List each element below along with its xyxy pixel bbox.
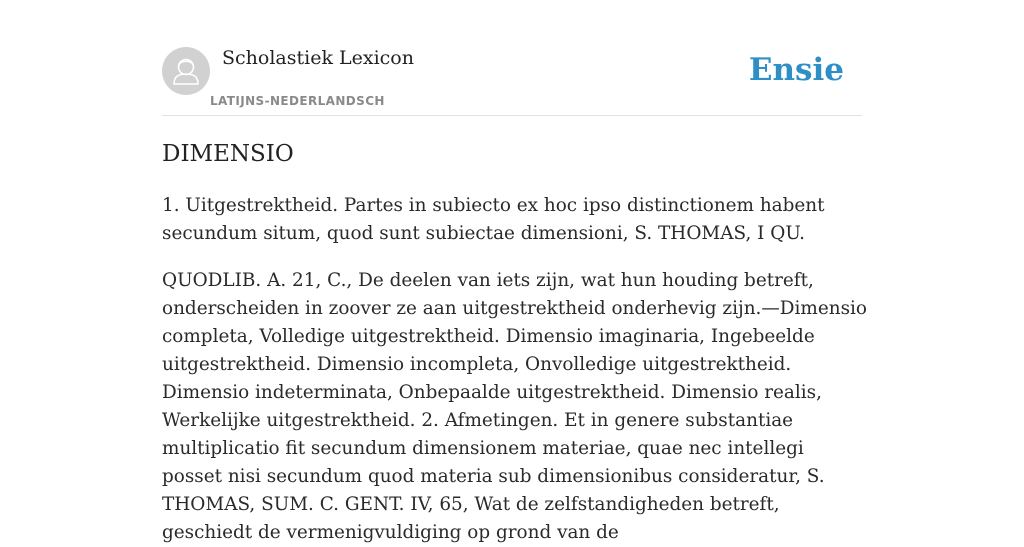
entry-title: DIMENSIO	[162, 141, 294, 167]
entry-paragraph: QUODLIB. A. 21, C., De deelen van iets zijn, wat hun houding betreft, onderscheiden in zoover ze aan uitgestrektheid onderhevig zijn.—Dimensio completa, Volledige uitgestrektheid. Dimensio imaginaria, Ingebeelde uitgestrektheid. Dimensio incompleta, Onvolledige uitgestrektheid. Dimensio indeterminata, Onbepaalde uitgestrektheid. Dimensio realis, Werkelijke uitgestrektheid. 2. Afmetingen. Et in genere substantiae multiplicatio fit secundum dimensionem materiae, quae nec intellegi posset nisi secundum quod materia sub dimensionibus consideratur, S. THOMAS, SUM. C. GENT. IV, 65, Wat de zelfstandigheden betreft, geschiedt de vermenigvuldiging op grond van de	[162, 270, 867, 543]
header	[162, 0, 862, 116]
entry-paragraph: 1. Uitgestrektheid. Partes in subiecto ex hoc ipso distinctionem habent secundum situm, quod sunt subiectae dimensioni, S. THOMAS, I QU.	[162, 195, 825, 244]
user-icon	[162, 47, 210, 95]
lexicon-subtitle: LATIJNS-NEDERLANDSCH	[210, 94, 385, 108]
brand-logo[interactable]: Ensie	[748, 52, 844, 88]
avatar	[162, 47, 210, 95]
lexicon-title[interactable]: Scholastiek Lexicon	[222, 47, 414, 69]
